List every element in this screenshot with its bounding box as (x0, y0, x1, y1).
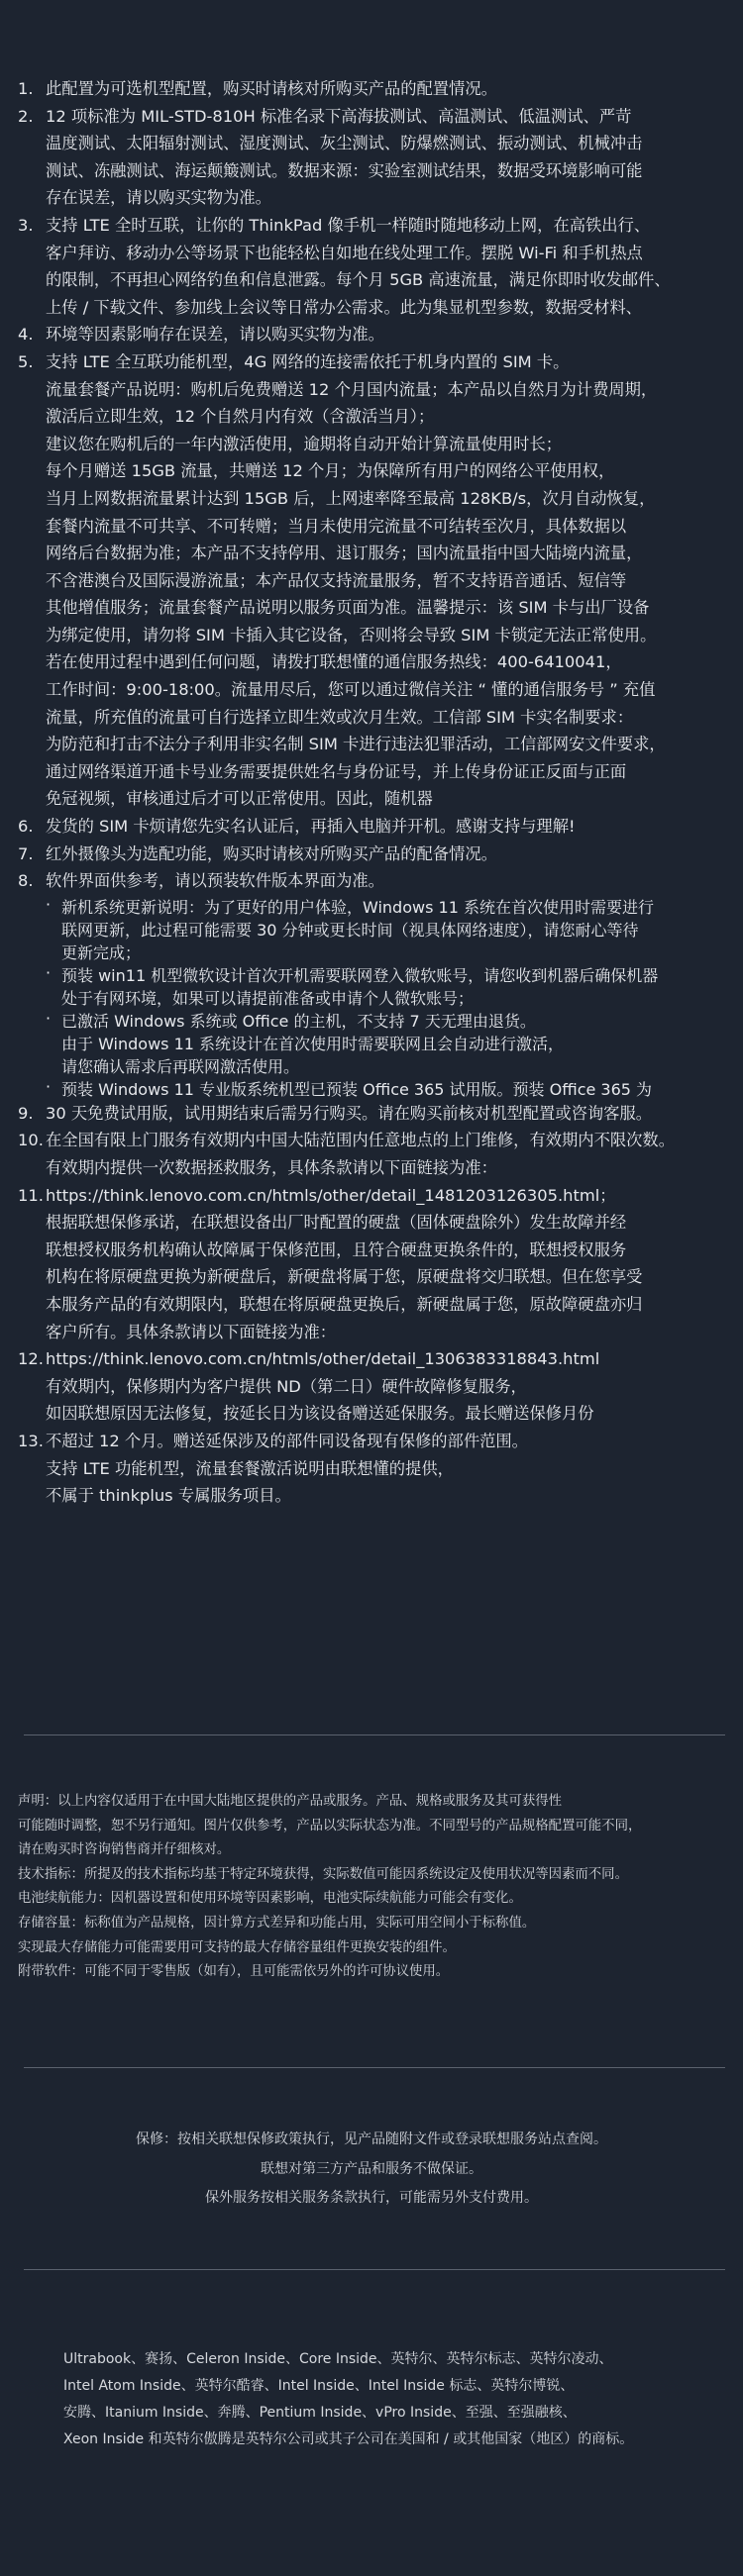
footnote-item (18, 1182, 729, 1346)
divider-2 (24, 2067, 725, 2068)
disclaimer-line: 电池续航能力：因机器设置和使用环境等因素影响，电池实际续航能力可能会有变化。 (18, 1891, 522, 1907)
sub-bullet-line: 新机系统更新说明：为了更好的用户体验，Windows 11 系统在首次使用时需要进行 (61, 897, 654, 917)
sub-bullet-line: 预装 win11 机型微软设计首次开机需要联网登入微软账号，请您收到机器后确保机器 (61, 965, 659, 985)
disclaimer-line: 存储容量：标称值为产品规格，因计算方式差异和功能占用，实际可用空间小于标称值。 (18, 1915, 536, 1931)
footnotes-list (18, 75, 729, 1510)
footnote-item (18, 321, 729, 348)
footnote-item (18, 813, 729, 841)
footnote-line: 激活后立即生效，12 个自然月内有效（含激活当月）； (46, 407, 435, 427)
footnote-line: 网络后台数据为准；本产品不支持停用、退订服务；国内流量指中国大陆境内流量， (46, 544, 643, 563)
footnote-line: 联想授权服务机构确认故障属于保修范围，且符合硬盘更换条件的，联想授权服务 (46, 1239, 627, 1259)
footnote-number: 3. (18, 215, 34, 235)
trademarks-line: Ultrabook、赛扬、Celeron Inside、Core Inside、英特尔、英特尔标志、英特尔凌动、 (63, 2351, 613, 2367)
footnote-item (18, 212, 729, 321)
footnote-line: 有效期内提供一次数据拯救服务，具体条款请以下面链接为准： (46, 1158, 497, 1177)
footnote-number: 6. (18, 817, 34, 837)
bullet-dot-icon: · (46, 1076, 52, 1096)
footnote-number: 8. (18, 871, 34, 891)
disclaimer-section (18, 1790, 729, 1985)
divider-1 (24, 1734, 725, 1735)
sub-bullet-line: 预装 Windows 11 专业版系统机型已预装 Office 365 试用版。预装 Office 365 为 (61, 1079, 653, 1099)
footnote-line: 工作时间：9:00-18:00。流量用尽后，您可以通过微信关注 “ 懂的通信服务号 ” 充值 (46, 680, 656, 700)
trademarks-line: Intel Atom Inside、英特尔酷睿、Intel Inside、Intel Inside 标志、英特尔博锐、 (63, 2378, 575, 2394)
footnote-line: 上传 / 下载文件、参加线上会议等日常办公需求。此为集显机型参数，数据受材料、 (46, 297, 642, 317)
footnote-line: 支持 LTE 全互联功能机型，4G 网络的连接需依托于机身内置的 SIM 卡。 (46, 351, 570, 371)
footnote-line: 存在误差，请以购买实物为准。 (46, 188, 271, 208)
disclaimer-line: 可能随时调整，恕不另行通知。图片仅供参考，产品以实际状态为准。不同型号的产品规格配置可能不同， (18, 1818, 642, 1833)
footnote-line: 客户所有。具体条款请以下面链接为准： (46, 1322, 337, 1341)
footnote-line: 有效期内，保修期内为客户提供 ND（第二日）硬件故障修复服务， (46, 1376, 527, 1396)
warranty-line: 保外服务按相关服务条款执行，可能需另外支付费用。 (205, 2190, 538, 2206)
footnote-line: 本服务产品的有效期限内，联想在将原硬盘更换后，新硬盘属于您，原故障硬盘亦归 (46, 1294, 643, 1314)
footnote-line: 为绑定使用，请勿将 SIM 卡插入其它设备，否则将会导致 SIM 卡锁定无法正常使用。 (46, 625, 657, 644)
bullet-dot-icon: · (46, 962, 52, 982)
footnote-item (18, 841, 729, 868)
footnote-item (18, 1127, 729, 1181)
footnote-line: 不含港澳台及国际漫游流量；本产品仅支持流量服务，暂不支持语音通话、短信等 (46, 570, 627, 590)
sub-bullet-line: 更新完成； (61, 942, 142, 962)
footnote-item (18, 1428, 729, 1510)
footnote-number: 1. (18, 79, 34, 98)
divider-3 (24, 2269, 725, 2270)
footnote-line: 其他增值服务；流量套餐产品说明以服务页面为准。温馨提示：该 SIM 卡与出厂设备 (46, 598, 650, 618)
footnote-line: 根据联想保修承诺，在联想设备出厂时配置的硬盘（固体硬盘除外）发生故障并经 (46, 1213, 627, 1233)
footnote-item (18, 1345, 729, 1428)
trademarks-line: Xeon Inside 和英特尔傲腾是英特尔公司或其子公司在美国和 / 或其他国家（地区）的商标。 (63, 2431, 634, 2447)
warranty-line: 保修：按相关联想保修政策执行，见产品随附文件或登录联想服务站点查阅。 (136, 2131, 607, 2147)
footnote-line: 每个月赠送 15GB 流量，共赠送 12 个月；为保障所有用户的网络公平使用权， (46, 461, 615, 481)
footnote-number: 9. (18, 1103, 34, 1123)
footnote-line: 支持 LTE 功能机型，流量套餐激活说明由联想懂的提供， (46, 1458, 454, 1478)
footnote-line: 发货的 SIM 卡烦请您先实名认证后，再插入电脑并开机。感谢支持与理解! (46, 817, 576, 837)
footnote-item (18, 867, 729, 895)
footnote-line: 若在使用过程中遇到任何问题，请拨打联想懂的通信服务热线：400-6410041， (46, 652, 622, 672)
disclaimer-line: 声明：以上内容仅适用于在中国大陆地区提供的产品或服务。产品、规格或服务及其可获得性 (18, 1794, 563, 1809)
trademarks-line: 安腾、Itanium Inside、奔腾、Pentium Inside、vPro Inside、至强、至强融核、 (63, 2405, 577, 2421)
footnote-line: 测试、冻融测试、海运颠簸测试。数据来源：实验室测试结果，数据受环境影响可能 (46, 160, 643, 180)
footnote-line: https://think.lenovo.com.cn/htmls/other/detail_1306383318843.html (46, 1349, 600, 1369)
footnote-number: 4. (18, 325, 34, 345)
sub-bullet-item (18, 963, 729, 1009)
sub-bullet-line: 由于 Windows 11 系统设计在首次使用时需要联网且会自动进行激活， (61, 1034, 565, 1053)
sub-bullet-item (18, 1009, 729, 1077)
footnote-line: 为防范和打击不法分子利用非实名制 SIM 卡进行违法犯罪活动，工信部网安文件要求， (46, 735, 666, 754)
footnote-line: 通过网络渠道开通卡号业务需要提供姓名与身份证号，并上传身份证正反面与正面 (46, 761, 627, 781)
footnote-line: 不属于 thinkplus 专属服务项目。 (46, 1486, 291, 1506)
bullet-dot-icon: · (46, 894, 52, 914)
footnote-line: 软件界面供参考，请以预装软件版本界面为准。 (46, 871, 384, 891)
footnote-number: 2. (18, 106, 34, 126)
footnote-number: 10. (18, 1131, 44, 1150)
footnote-line: 免冠视频，审核通过后才可以正常使用。因此，随机器 (46, 789, 433, 809)
warranty-section (0, 2126, 743, 2214)
footnote-number: 5. (18, 351, 34, 371)
disclaimer-line: 实现最大存储能力可能需要用可支持的最大存储容量组件更换安装的组件。 (18, 1939, 456, 1955)
footnote-line: 流量套餐产品说明：购机后免费赠送 12 个月国内流量；本产品以自然月为计费周期， (46, 379, 658, 399)
footnote-line: 建议您在购机后的一年内激活使用，逾期将自动开始计算流量使用时长； (46, 434, 563, 453)
footnote-line: 客户拜访、移动办公等场景下也能轻松自如地在线处理工作。摆脱 Wi-Fi 和手机热点 (46, 243, 643, 262)
footnote-number: 12. (18, 1349, 44, 1369)
footnote-line: 流量，所充值的流量可自行选择立即生效或次月生效。工信部 SIM 卡实名制要求： (46, 707, 634, 727)
footnote-line: 的限制，不再担心网络钓鱼和信息泄露。每个月 5GB 高速流量，满足你即时收发邮件、 (46, 270, 671, 290)
sub-bullet-line: 处于有网环境，如果可以请提前准备或申请个人微软账号； (61, 988, 475, 1008)
footnote-number: 13. (18, 1431, 44, 1450)
disclaimer-line: 附带软件：可能不同于零售版（如有），且可能需依另外的许可协议使用。 (18, 1964, 450, 1980)
footnote-line: 环境等因素影响存在误差，请以购买实物为准。 (46, 325, 384, 345)
trademarks-section (63, 2346, 717, 2453)
footnote-line: 30 天免费试用版，试用期结束后需另行购买。请在购买前核对机型配置或咨询客服。 (46, 1103, 653, 1123)
sub-bullet-item (18, 1077, 729, 1100)
sub-bullet-item (18, 895, 729, 963)
footnote-item (18, 1100, 729, 1128)
footnote-line: 机构在将原硬盘更换为新硬盘后，新硬盘将属于您，原硬盘将交归联想。但在您享受 (46, 1267, 643, 1287)
footnote-item (18, 348, 729, 813)
sub-bullet-line: 联网更新，此过程可能需要 30 分钟或更长时间（视具体网络速度），请您耐心等待 (61, 920, 639, 940)
footnote-item (18, 75, 729, 103)
footnote-line: 如因联想原因无法修复，按延长日为该设备赠送延保服务。最长赠送保修月份 (46, 1404, 594, 1424)
footnote-number: 7. (18, 843, 34, 863)
footnote-item (18, 103, 729, 212)
footnote-line: 此配置为可选机型配置，购买时请核对所购买产品的配置情况。 (46, 79, 497, 98)
footnote-line: 红外摄像头为选配功能，购买时请核对所购买产品的配备情况。 (46, 843, 497, 863)
footnote-line: https://think.lenovo.com.cn/htmls/other/detail_1481203126305.html； (46, 1185, 616, 1205)
warranty-line: 联想对第三方产品和服务不做保证。 (261, 2160, 482, 2177)
footnote-line: 不超过 12 个月。赠送延保涉及的部件同设备现有保修的部件范围。 (46, 1431, 528, 1450)
footnote-line: 当月上网数据流量累计达到 15GB 后，上网速率降至最高 128KB/s，次月自动恢复， (46, 488, 656, 508)
disclaimer-line: 请在购买时咨询销售商并仔细核对。 (18, 1842, 231, 1858)
footnote-number: 11. (18, 1185, 44, 1205)
footnote-line: 12 项标准为 MIL-STD-810H 标准名录下高海拔测试、高温测试、低温测试、严苛 (46, 106, 632, 126)
sub-bullet-line: 请您确认需求后再联网激活使用。 (61, 1056, 300, 1076)
footnote-line: 温度测试、太阳辐射测试、湿度测试、灰尘测试、防爆燃测试、振动测试、机械冲击 (46, 134, 643, 153)
footnote-line: 在全国有限上门服务有效期内中国大陆范围内任意地点的上门维修，有效期内不限次数。 (46, 1131, 675, 1150)
bullet-dot-icon: · (46, 1008, 52, 1028)
disclaimer-line: 技术指标：所提及的技术指标均基于特定环境获得，实际数值可能因系统设定及使用状况等因素而不同。 (18, 1866, 628, 1882)
sub-bullet-line: 已激活 Windows 系统或 Office 的主机，不支持 7 天无理由退货。 (61, 1011, 536, 1031)
footnote-line: 套餐内流量不可共享、不可转赠；当月未使用完流量不可结转至次月，具体数据以 (46, 516, 627, 536)
footnote-line: 支持 LTE 全时互联，让你的 ThinkPad 像手机一样随时随地移动上网，在高铁出行、 (46, 215, 651, 235)
